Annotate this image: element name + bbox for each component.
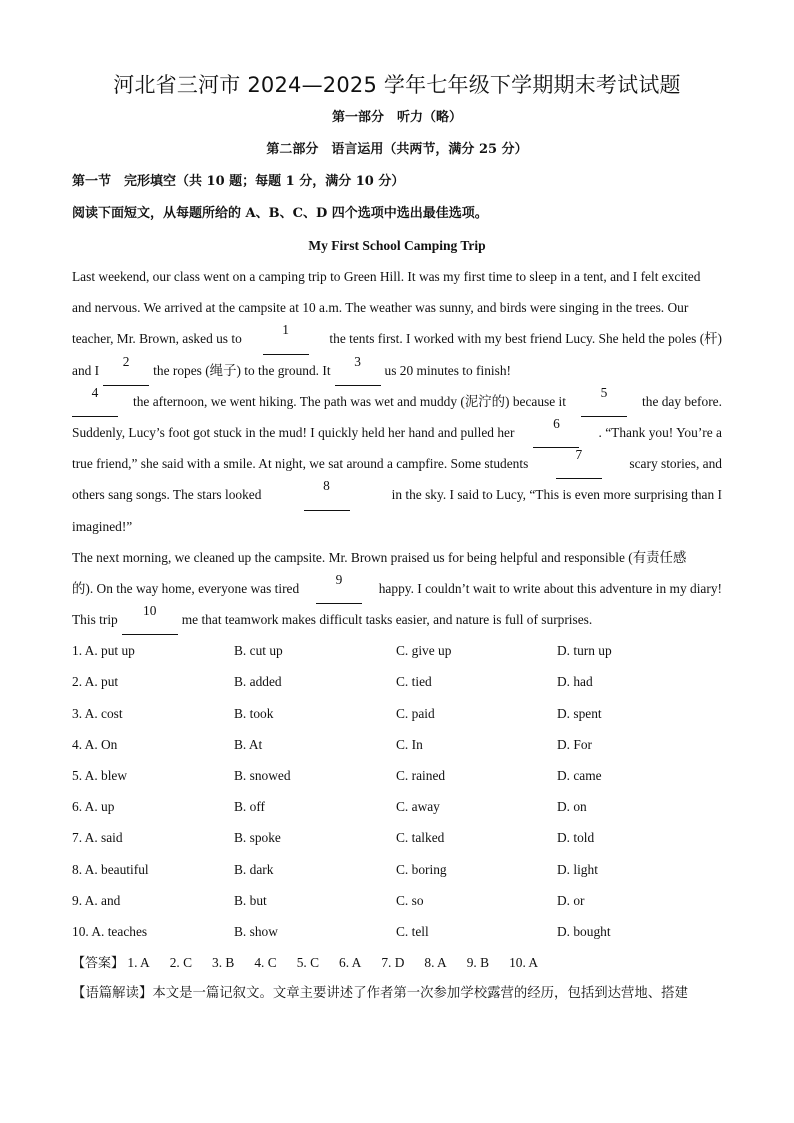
blank-8: 8 bbox=[304, 479, 350, 510]
option-2-d: D. had bbox=[557, 674, 593, 690]
answer-item: 7. D bbox=[381, 955, 405, 971]
passage-line: 4 the afternoon, we went hiking. The path was wet and muddy (泥泞的) because it 5 the day before. bbox=[72, 386, 722, 417]
option-row bbox=[72, 916, 722, 947]
answer-item: 10. A bbox=[509, 955, 539, 971]
option-1-a: 1. A. put up bbox=[72, 643, 135, 659]
option-row bbox=[72, 698, 722, 729]
passage-line: Last weekend, our class went on a camping trip to Green Hill. It was my first time to sleep in a tent, and I felt excited bbox=[72, 269, 701, 284]
answer-item: 5. C bbox=[296, 955, 320, 971]
instruction-text: 阅读下面短文，从每题所给的 A、B、C、D 四个选项中选出最佳选项。 bbox=[72, 206, 488, 221]
passage-line: others sang songs. The stars looked 8 in the sky. I said to Lucy, “This is even more surprising than I bbox=[72, 479, 722, 510]
blank-10: 10 bbox=[122, 604, 178, 635]
part-two-heading: 第二部分 语言运用（共两节，满分 25 分） bbox=[266, 142, 528, 157]
answer-item: 1. A bbox=[127, 955, 150, 971]
option-9-d: D. or bbox=[557, 892, 585, 908]
blank-2: 2 bbox=[103, 355, 149, 386]
option-row bbox=[72, 822, 722, 853]
options-list bbox=[72, 635, 722, 947]
blank-1: 1 bbox=[263, 323, 309, 354]
blank-5: 5 bbox=[581, 386, 627, 417]
answer-item: 6. A bbox=[339, 955, 362, 971]
option-10-b: B. show bbox=[234, 923, 278, 939]
option-row bbox=[72, 791, 722, 822]
option-1-d: D. turn up bbox=[557, 643, 612, 659]
option-row bbox=[72, 635, 722, 666]
passage-line: 的). On the way home, everyone was tired 9 happy. I couldn’t wait to write about this adventure in my diary! bbox=[72, 573, 722, 604]
blank-3: 3 bbox=[335, 355, 381, 386]
passage-line: and I 2 the ropes (绳子) to the ground. It 3 us 20 minutes to finish! bbox=[72, 355, 722, 386]
blank-9: 9 bbox=[316, 573, 362, 604]
option-6-b: B. off bbox=[234, 799, 265, 815]
option-3-a: 3. A. cost bbox=[72, 705, 123, 721]
passage-line: and nervous. We arrived at the campsite at 10 a.m. The weather was sunny, and birds were singing in the trees. Our bbox=[72, 300, 689, 316]
option-row bbox=[72, 885, 722, 916]
option-8-d: D. light bbox=[557, 861, 598, 877]
passage-title: My First School Camping Trip bbox=[308, 238, 486, 253]
option-7-a: 7. A. said bbox=[72, 830, 123, 846]
option-10-d: D. bought bbox=[557, 923, 611, 939]
passage-line: The next morning, we cleaned up the campsite. Mr. Brown praised us for being helpful and responsible (有责任感 bbox=[72, 549, 687, 565]
option-5-d: D. came bbox=[557, 768, 602, 783]
option-6-c: C. away bbox=[396, 799, 440, 815]
option-4-d: D. For bbox=[557, 736, 592, 752]
interpretation-text: 【语篇解读】本文是一篇记叙文。文章主要讲述了作者第一次参加学校露营的经历，包括到达营地、搭建 bbox=[72, 986, 688, 1002]
option-10-c: C. tell bbox=[396, 923, 429, 939]
option-7-d: D. told bbox=[557, 830, 595, 846]
answer-item: 4. C bbox=[254, 955, 277, 971]
option-9-c: C. so bbox=[396, 892, 424, 908]
section-one-heading: 第一节 完形填空（共 10 题；每题 1 分，满分 10 分） bbox=[72, 174, 405, 189]
option-2-c: C. tied bbox=[396, 674, 432, 690]
answer-item: 2. C bbox=[169, 955, 193, 971]
passage-line: teacher, Mr. Brown, asked us to 1 the tents first. I worked with my best friend Lucy. She held the poles (杆) bbox=[72, 323, 722, 354]
answer-item: 8. A bbox=[424, 955, 447, 971]
option-4-a: 4. A. On bbox=[72, 736, 118, 752]
option-2-a: 2. A. put bbox=[72, 674, 119, 690]
passage-line: Suddenly, Lucy’s foot got stuck in the mud! I quickly held her hand and pulled her 6 . “Thank you! You’re a bbox=[72, 417, 722, 448]
option-row bbox=[72, 760, 722, 791]
option-9-b: B. but bbox=[234, 892, 267, 908]
document-page bbox=[72, 68, 722, 1009]
answer-item: 3. B bbox=[212, 955, 235, 971]
blank-6: 6 bbox=[533, 417, 579, 448]
option-3-b: B. took bbox=[234, 705, 274, 721]
answer-item: 9. B bbox=[466, 955, 490, 971]
option-7-b: B. spoke bbox=[234, 830, 281, 846]
option-8-b: B. dark bbox=[234, 861, 274, 877]
option-6-d: D. on bbox=[557, 799, 587, 815]
option-4-b: B. At bbox=[234, 736, 263, 752]
option-8-c: C. boring bbox=[396, 861, 447, 877]
answer-line bbox=[72, 947, 722, 978]
option-5-b: B. snowed bbox=[234, 768, 291, 783]
option-row bbox=[72, 729, 722, 760]
option-3-c: C. paid bbox=[396, 705, 435, 721]
part-one-heading: 第一部分 听力（略） bbox=[331, 110, 462, 125]
option-1-c: C. give up bbox=[396, 643, 452, 659]
passage-line: imagined!” bbox=[72, 518, 133, 534]
option-10-a: 10. A. teaches bbox=[72, 923, 148, 939]
option-8-a: 8. A. beautiful bbox=[72, 861, 149, 877]
option-row bbox=[72, 854, 722, 885]
option-3-d: D. spent bbox=[557, 705, 602, 721]
option-7-c: C. talked bbox=[396, 830, 445, 846]
option-5-a: 5. A. blew bbox=[72, 768, 128, 783]
page-title: 河北省三河市 2024—2025 学年七年级下学期期末考试试题 bbox=[113, 73, 681, 97]
option-1-b: B. cut up bbox=[234, 643, 283, 659]
passage-line: true friend,” she said with a smile. At night, we sat around a campfire. Some students 7 scary stories, and bbox=[72, 448, 722, 479]
passage-line: This trip 10 me that teamwork makes difficult tasks easier, and nature is full of surprises. bbox=[72, 604, 722, 635]
option-4-c: C. In bbox=[396, 736, 423, 752]
blank-7: 7 bbox=[556, 448, 602, 479]
option-row bbox=[72, 666, 722, 697]
option-2-b: B. added bbox=[234, 674, 282, 690]
option-6-a: 6. A. up bbox=[72, 799, 115, 815]
option-5-c: C. rained bbox=[396, 768, 446, 783]
blank-4: 4 bbox=[72, 386, 118, 417]
option-9-a: 9. A. and bbox=[72, 892, 121, 908]
answer-tag: 【答案】 bbox=[72, 956, 125, 972]
